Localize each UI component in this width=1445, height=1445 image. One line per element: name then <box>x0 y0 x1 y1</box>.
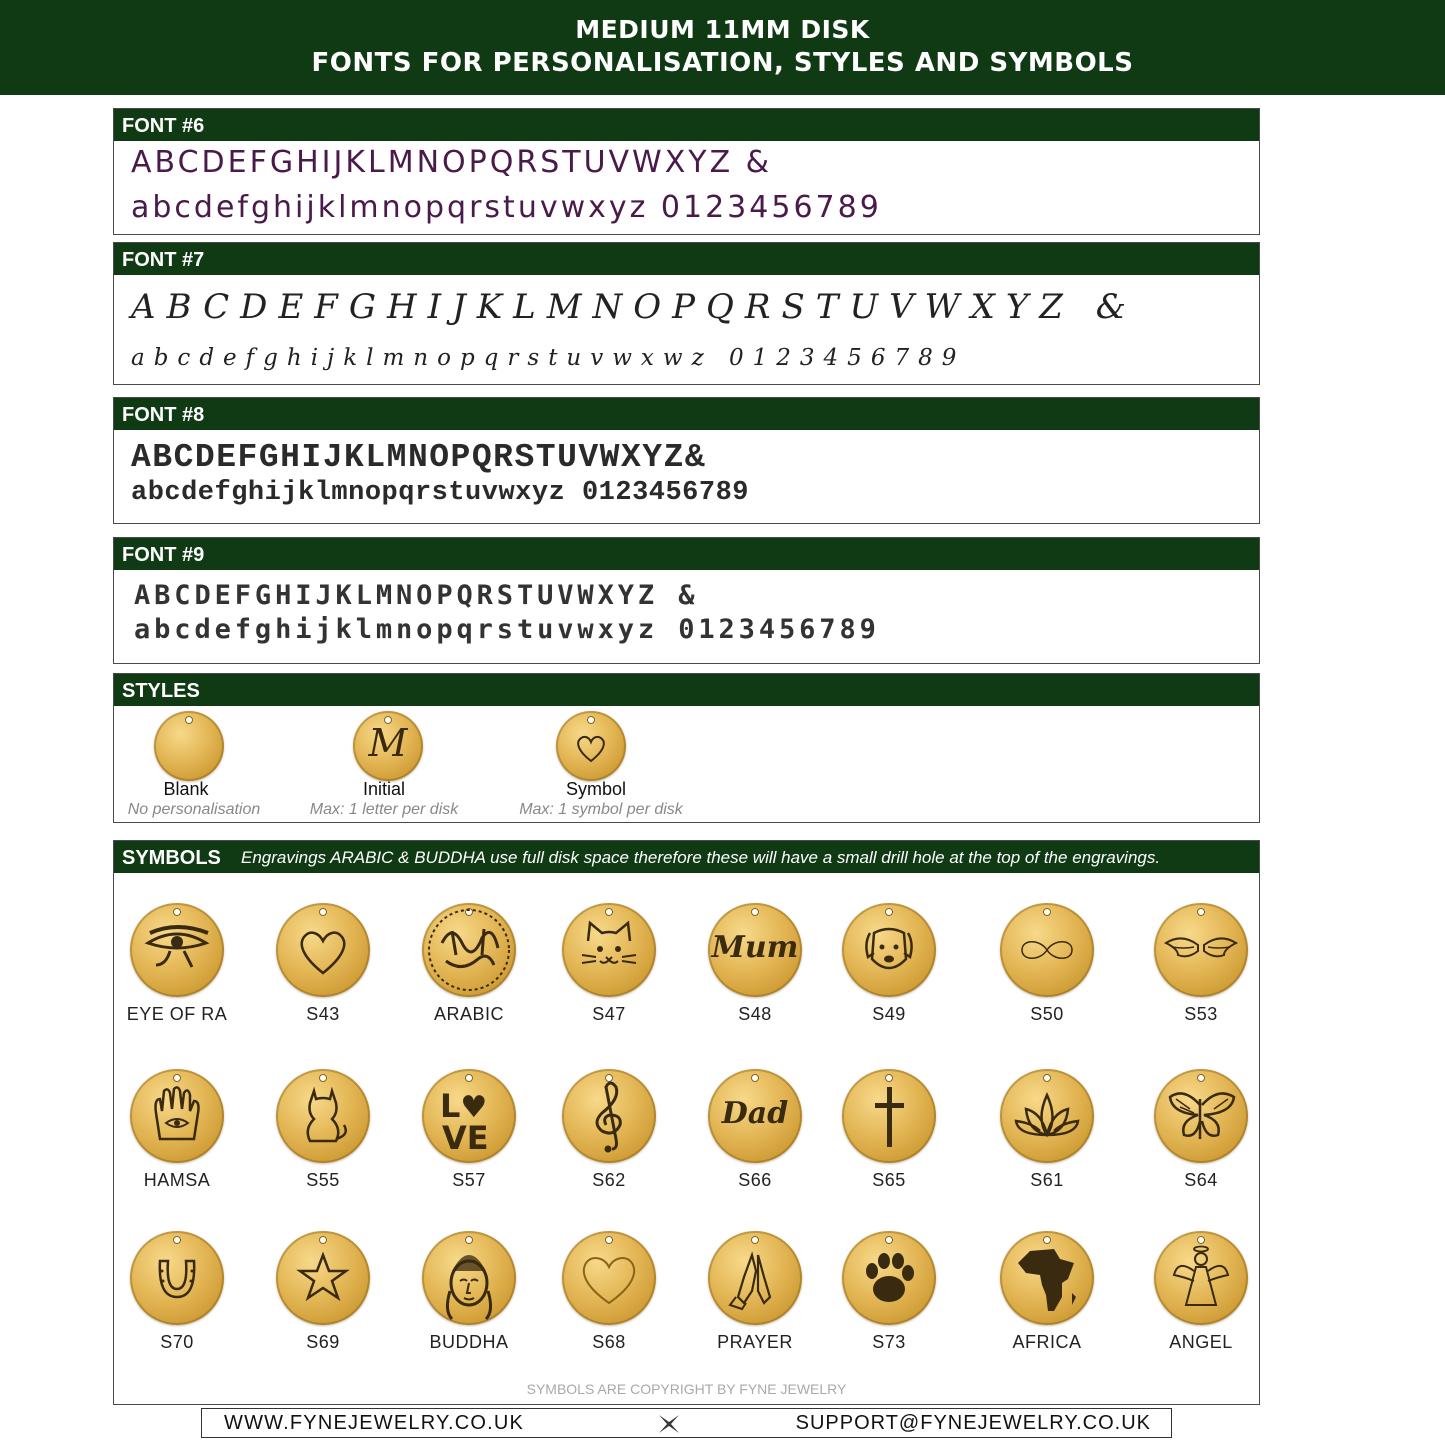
symbol-label: S68 <box>592 1332 626 1352</box>
mum-script-icon <box>708 903 802 997</box>
love-text-bottom: VE <box>442 1119 489 1157</box>
style-blank-label: Blank <box>163 779 209 799</box>
support-email-link[interactable]: SUPPORT@FYNEJEWELRY.CO.UK <box>795 1412 1151 1434</box>
initial-disk-icon <box>353 711 423 781</box>
style-initial-label: Initial <box>362 779 406 799</box>
style-initial-sub: Max: 1 letter per disk <box>309 801 459 818</box>
love-letter-l: L <box>440 1087 461 1125</box>
symbol-label: S70 <box>160 1332 194 1352</box>
infinity-icon <box>1000 903 1094 997</box>
page-title: MEDIUM 11MM DISK <box>575 15 870 44</box>
copyright-note: SYMBOLS ARE COPYRIGHT BY FYNE JEWELRY <box>526 1381 847 1397</box>
footer <box>201 1408 1172 1438</box>
symbol-label: S48 <box>738 1004 772 1024</box>
font-9-uppercase: ABCDEFGHIJKLMNOPQRSTUVWXYZ & <box>134 580 699 611</box>
font-7-lowercase: abcdefghijklmnopqrstuvwxwz 0123456789 <box>131 345 966 371</box>
font-6-panel <box>113 108 1260 235</box>
symbol-label: PRAYER <box>717 1332 793 1352</box>
font-7-panel <box>113 242 1260 385</box>
font-6-title: FONT #6 <box>114 109 1259 141</box>
horseshoe-icon <box>130 1231 224 1325</box>
font-8-title: FONT #8 <box>114 398 1259 430</box>
symbol-label: HAMSA <box>143 1170 211 1190</box>
font-7-uppercase: ABCDEFGHIJKLMNOPQRSTUVWXYZ & <box>131 287 1137 327</box>
paw-print-icon <box>842 1231 936 1325</box>
styles-panel <box>113 673 1260 823</box>
symbol-label: S49 <box>872 1004 906 1024</box>
lotus-icon <box>1000 1069 1094 1163</box>
font-9-title: FONT #9 <box>114 538 1259 570</box>
symbols-panel <box>113 840 1260 1405</box>
angel-wings-icon <box>1154 903 1248 997</box>
angel-icon <box>1154 1231 1248 1325</box>
font-9-panel <box>113 537 1260 664</box>
symbol-label: S57 <box>452 1170 486 1190</box>
symbol-label: S47 <box>592 1004 626 1024</box>
style-symbol-sub: Max: 1 symbol per disk <box>519 801 683 818</box>
font-9-lowercase: abcdefghijklmnopqrstuvwxyz 0123456789 <box>134 614 880 645</box>
love-heart-icon <box>422 1069 516 1163</box>
font-8-panel <box>113 397 1260 524</box>
symbol-label: EYE OF RA <box>126 1004 228 1024</box>
page-subtitle: FONTS FOR PERSONALISATION, STYLES AND SYMBOLS <box>311 48 1134 78</box>
treble-clef-icon <box>562 1069 656 1163</box>
symbol-label: S64 <box>1184 1170 1218 1190</box>
style-symbol-label: Symbol <box>565 779 627 799</box>
praying-hands-icon <box>708 1231 802 1325</box>
symbol-label: S53 <box>1184 1004 1218 1024</box>
font-6-uppercase: ABCDEFGHIJKLMNOPQRSTUVWXYZ & <box>131 145 773 180</box>
buddha-icon <box>422 1231 516 1325</box>
symbol-label: BUDDHA <box>429 1332 509 1352</box>
style-blank-sub: No personalisation <box>127 801 261 818</box>
symbols-bar <box>114 841 1259 873</box>
star-icon <box>276 1231 370 1325</box>
africa-map-icon <box>1000 1231 1094 1325</box>
symbol-script-text: Dad <box>721 1096 789 1131</box>
heart-outline-icon <box>562 1231 656 1325</box>
eye-of-ra-icon <box>130 903 224 997</box>
sitting-cat-icon <box>276 1069 370 1163</box>
initial-glyph: M <box>368 721 408 765</box>
symbol-label: S65 <box>872 1170 906 1190</box>
font-8-uppercase: ABCDEFGHIJKLMNOPQRSTUVWXYZ& <box>131 439 707 476</box>
symbol-label: S55 <box>306 1170 340 1190</box>
font-6-lowercase: abcdefghijklmnopqrstuvwxyz 0123456789 <box>131 190 882 225</box>
symbol-label: S66 <box>738 1170 772 1190</box>
symbol-label: S62 <box>592 1170 626 1190</box>
hamsa-hand-icon <box>130 1069 224 1163</box>
arabic-calligraphy-icon <box>422 903 516 997</box>
dad-script-icon <box>708 1069 802 1163</box>
blank-disk-icon <box>154 711 224 781</box>
website-link[interactable]: WWW.FYNEJEWELRY.CO.UK <box>224 1412 525 1434</box>
cat-face-icon <box>562 903 656 997</box>
symbol-label: ANGEL <box>1169 1332 1233 1352</box>
cross-icon <box>842 1069 936 1163</box>
symbol-label: S43 <box>306 1004 340 1024</box>
symbol-label: S69 <box>306 1332 340 1352</box>
page-header <box>0 0 1445 95</box>
dog-face-icon <box>842 903 936 997</box>
symbol-label: S73 <box>872 1332 906 1352</box>
butterfly-icon <box>1154 1069 1248 1163</box>
heart-icon <box>276 903 370 997</box>
symbols-title: SYMBOLS <box>122 847 221 869</box>
symbol-script-text: Mum <box>711 930 799 965</box>
font-7-title: FONT #7 <box>114 243 1259 275</box>
symbol-label: S61 <box>1030 1170 1064 1190</box>
love-heart-icon: ♥ <box>460 1090 488 1125</box>
heart-disk-icon <box>556 711 626 781</box>
styles-title: STYLES <box>114 674 1259 706</box>
font-8-lowercase: abcdefghijklmnopqrstuvwxyz 0123456789 <box>131 478 749 508</box>
symbol-label: S50 <box>1030 1004 1064 1024</box>
sparkle-icon <box>657 1412 681 1436</box>
symbols-note: Engravings ARABIC & BUDDHA use full disk space therefore these will have a small drill hole at the top of the engravings. <box>241 848 1161 867</box>
symbol-label: ARABIC <box>433 1004 505 1024</box>
symbol-label: AFRICA <box>1012 1332 1082 1352</box>
